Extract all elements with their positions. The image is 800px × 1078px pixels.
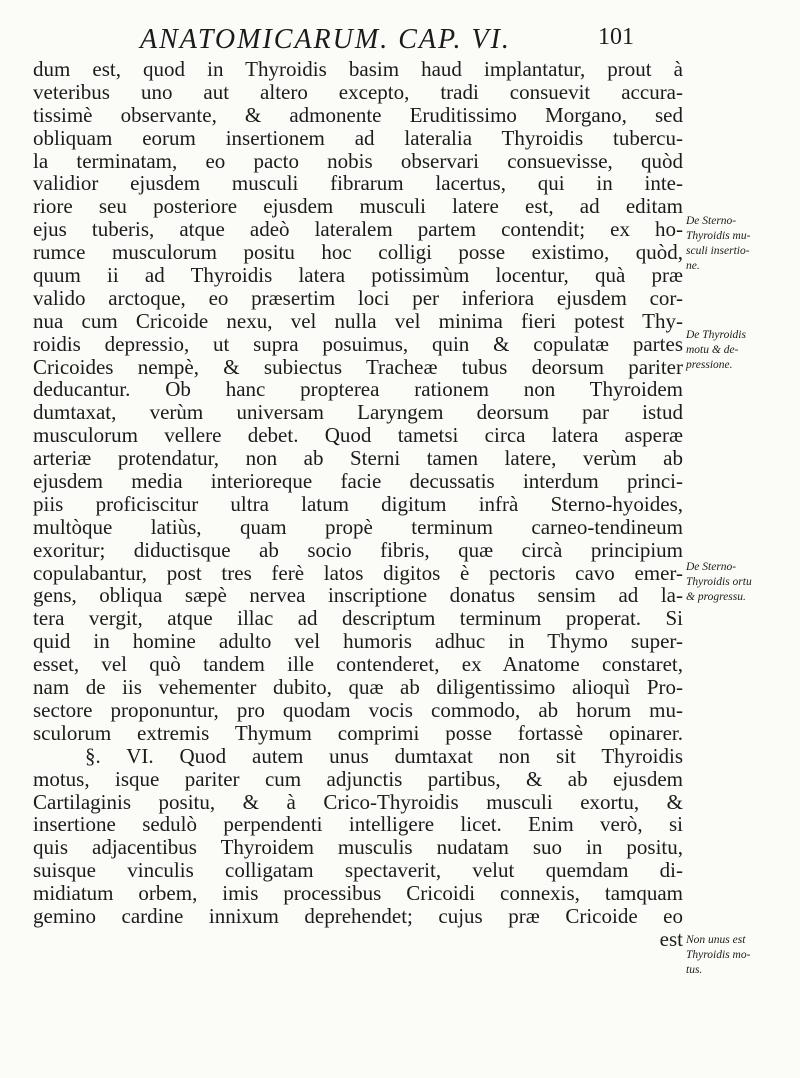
text-line: midiatum orbem, imis processibus Cricoidi connexis, tamquam [33,881,683,906]
text-line: riore seu posteriore ejusdem musculi latere est, ad editam [33,194,683,219]
text-line: gemino cardine innixum deprehendet; cujus præ Cricoide eo [33,903,683,928]
page-number: 101 [598,24,634,50]
text-line: valido arctoque, eo præsertim loci per inferiora ejusdem cor- [33,285,683,310]
marginal-line: & progressu. [686,591,746,603]
text-line: rumce musculorum positu hoc colligi posse existimo, quòd, [33,240,683,265]
text-line: la terminatam, eo pacto nobis observari consuevisse, quòd [33,148,683,173]
text-line: §. VI. Quod autem unus dumtaxat non sit Thyroidis [85,743,683,768]
text-line: quid in homine adulto vel humoris adhuc in Thymo super- [33,629,683,654]
marginal-note-non-unus-motus [686,933,796,978]
marginal-note-thyroidis-motion [686,328,796,373]
marginal-line: motu & de- [686,344,739,356]
text-line: Cartilaginis positu, & à Crico-Thyroidis musculi exortu, & [33,789,683,814]
text-line: nua cum Cricoide nexu, vel nulla vel minima fieri potest Thy- [33,308,683,333]
text-line: Cricoides nempè, & subiectus Tracheæ tubus deorsum pariter [33,354,683,379]
text-line: nam de iis vehementer dubito, quæ ab diligentissimo alioquì Pro- [33,675,683,700]
text-line: veteribus uno aut altero excepto, tradi consuevit accura- [33,79,683,104]
text-line: tera vergit, atque illac ad descriptum terminum properat. Si [33,606,683,631]
text-line: deducantur. Ob hanc propterea rationem non Thyroidem [33,377,683,402]
body-text [33,58,683,951]
text-line: sculorum extremis Thymum comprimi posse fortassè opinarer. [33,720,683,745]
text-line: gens, obliqua sæpè nervea inscriptione donatus sensim ad la- [33,583,683,608]
text-line: motus, isque pariter cum adjunctis partibus, & ab ejusdem [33,766,683,791]
marginal-line: De Thyroidis [686,329,746,341]
marginal-line: Non unus est [686,934,746,946]
marginal-line: Thyroidis mo- [686,949,751,961]
marginal-line: ne. [686,260,700,272]
marginal-line: De Sterno- [686,215,737,227]
text-line: dumtaxat, verùm universam Laryngem deorsum par istud [33,400,683,425]
text-line: copulabantur, post tres ferè latos digitos è pectoris cavo emer- [33,560,683,585]
text-line: validior ejusdem musculi fibrarum lacertus, qui in inte- [33,171,683,196]
text-line: quum ii ad Thyroidis latera potissimùm locentur, quà præ [33,263,683,288]
text-line: ejus tuberis, atque adeò lateralem partem contendit; ex ho- [33,217,683,242]
catchword: est [659,926,683,951]
text-line: sectore proponuntur, pro quodam vocis commodo, ab horum mu- [33,697,683,722]
text-line: multòque latiùs, quam propè terminum carneo-tendineum [33,514,683,539]
marginal-line: pressione. [686,359,733,371]
text-line: quis adjacentibus Thyroidem musculis nudatam suo in positu, [33,835,683,860]
text-line: tissimè observante, & admonente Eruditissimo Morgano, sed [33,102,683,127]
page-header [0,18,800,58]
marginal-line: sculi insertio- [686,245,750,257]
marginal-line: tus. [686,964,703,976]
marginal-line: De Sterno- [686,561,737,573]
running-title: ANATOMICARUM. CAP. VI. [140,24,511,55]
marginal-note-sterno-thyroidis-origin [686,560,796,605]
text-line: piis proficiscitur ultra latum digitum infrà Sterno-hyoides, [33,491,683,516]
text-line: suisque vinculis colligatam spectaverit, velut quemdam di- [33,858,683,883]
text-line: dum est, quod in Thyroidis basim haud implantatur, prout à [33,57,683,81]
text-line: musculorum vellere debet. Quod tametsi circa latera asperæ [33,423,683,448]
marginal-line: Thyroidis mu- [686,230,751,242]
text-line: exoritur; diductisque ab socio fibris, quæ circà principium [33,537,683,562]
text-line: esset, vel quò tandem ille contenderet, ex Anatome constaret, [33,652,683,677]
text-line: insertione sedulò perpendenti intelligere licet. Enim verò, si [33,812,683,837]
text-line: ejusdem media interioreque facie decussatis interdum princi- [33,469,683,494]
marginal-line: Thyroidis ortu [686,576,752,588]
text-line: roidis depressio, ut supra posuimus, quin & copulatæ partes [33,331,683,356]
marginal-note-sterno-thyroidis-insertion [686,214,796,274]
text-line: obliquam eorum insertionem ad lateralia Thyroidis tubercu- [33,125,683,150]
text-line: arteriæ protendatur, non ab Sterni tamen latere, verùm ab [33,446,683,471]
